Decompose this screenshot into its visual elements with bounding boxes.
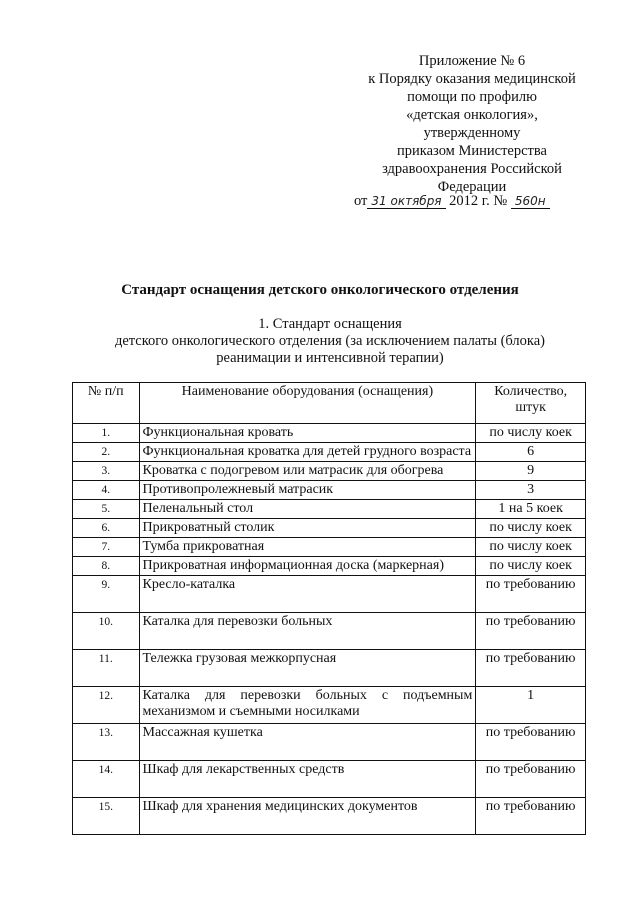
row-number: 15. (73, 798, 140, 835)
row-equipment-name: Тумба прикроватная (139, 538, 476, 557)
table-row (73, 687, 586, 724)
table-row (73, 462, 586, 481)
appendix-line: приказом Министерства (397, 143, 547, 159)
date-year: 2012 г. № (449, 193, 508, 209)
table-row (73, 538, 586, 557)
row-number: 9. (73, 576, 140, 613)
document-title: Стандарт оснащения детского онкологического отделения (121, 282, 519, 298)
row-quantity: 6 (476, 443, 586, 462)
table-row (73, 650, 586, 687)
table-row (73, 576, 586, 613)
appendix-line: здравоохранения Российской (382, 161, 562, 177)
row-equipment-name: Каталка для перевозки больных (139, 613, 476, 650)
row-number: 5. (73, 500, 140, 519)
row-equipment-name: Функциональная кроватка для детей грудного возраста (139, 443, 476, 462)
row-number: 4. (73, 481, 140, 500)
appendix-line: утвержденному (423, 125, 521, 141)
section-title-line: реанимации и интенсивной терапии) (216, 350, 444, 366)
handwritten-date: 31 октября (367, 194, 445, 209)
row-equipment-name: Тележка грузовая межкорпусная (139, 650, 476, 687)
order-date-line (354, 193, 594, 210)
section-title (90, 316, 570, 367)
appendix-line: к Порядку оказания медицинской (368, 71, 576, 87)
header-number: № п/п (73, 383, 140, 424)
row-equipment-name: Прикроватная информационная доска (маркерная) (139, 557, 476, 576)
row-quantity: 1 (476, 687, 586, 724)
row-quantity: по требованию (476, 613, 586, 650)
row-quantity: 1 на 5 коек (476, 500, 586, 519)
row-equipment-name: Массажная кушетка (139, 724, 476, 761)
row-quantity: 9 (476, 462, 586, 481)
row-quantity: 3 (476, 481, 586, 500)
table-row (73, 519, 586, 538)
row-equipment-name: Кроватка с подогревом или матрасик для обогрева (139, 462, 476, 481)
row-equipment-name: Кресло-каталка (139, 576, 476, 613)
appendix-line: «детская онкология», (406, 107, 538, 123)
header-quantity: Количество, штук (476, 383, 586, 424)
row-equipment-name: Шкаф для лекарственных средств (139, 761, 476, 798)
row-quantity: по числу коек (476, 538, 586, 557)
row-number: 11. (73, 650, 140, 687)
row-quantity: по требованию (476, 724, 586, 761)
table-row (73, 443, 586, 462)
table-row (73, 500, 586, 519)
section-title-line: 1. Стандарт оснащения (258, 316, 402, 332)
row-quantity: по числу коек (476, 424, 586, 443)
row-quantity: по требованию (476, 798, 586, 835)
table-row (73, 724, 586, 761)
row-quantity: по требованию (476, 761, 586, 798)
row-equipment-name: Противопролежневый матрасик (139, 481, 476, 500)
date-prefix: от (354, 193, 368, 209)
table-row (73, 557, 586, 576)
appendix-line: Приложение № 6 (418, 53, 526, 69)
table-row (73, 481, 586, 500)
table-header-row (73, 383, 586, 424)
row-equipment-name: Шкаф для хранения медицинских документов (139, 798, 476, 835)
row-number: 1. (73, 424, 140, 443)
row-equipment-name: Функциональная кровать (139, 424, 476, 443)
appendix-header (352, 52, 592, 196)
table-row (73, 613, 586, 650)
header-equipment-name: Наименование оборудования (оснащения) (139, 383, 476, 424)
table-row (73, 798, 586, 835)
row-quantity: по числу коек (476, 557, 586, 576)
row-quantity: по требованию (476, 650, 586, 687)
row-quantity: по требованию (476, 576, 586, 613)
row-number: 10. (73, 613, 140, 650)
handwritten-order-number: 560н (511, 194, 550, 209)
equipment-table (72, 382, 586, 835)
row-equipment-name: Пеленальный стол (139, 500, 476, 519)
row-equipment-name: Прикроватный столик (139, 519, 476, 538)
row-number: 6. (73, 519, 140, 538)
row-number: 3. (73, 462, 140, 481)
table-row (73, 761, 586, 798)
appendix-line: Федерации (437, 179, 507, 195)
appendix-line: помощи по профилю (407, 89, 537, 105)
row-quantity: по числу коек (476, 519, 586, 538)
row-number: 2. (73, 443, 140, 462)
table-row (73, 424, 586, 443)
row-equipment-name: Каталка для перевозки больных с подъемным механизмом и съемными носилками (139, 687, 476, 724)
row-number: 14. (73, 761, 140, 798)
row-number: 13. (73, 724, 140, 761)
row-number: 8. (73, 557, 140, 576)
row-number: 7. (73, 538, 140, 557)
row-number: 12. (73, 687, 140, 724)
section-title-line: детского онкологического отделения (за исключением палаты (блока) (114, 333, 545, 349)
